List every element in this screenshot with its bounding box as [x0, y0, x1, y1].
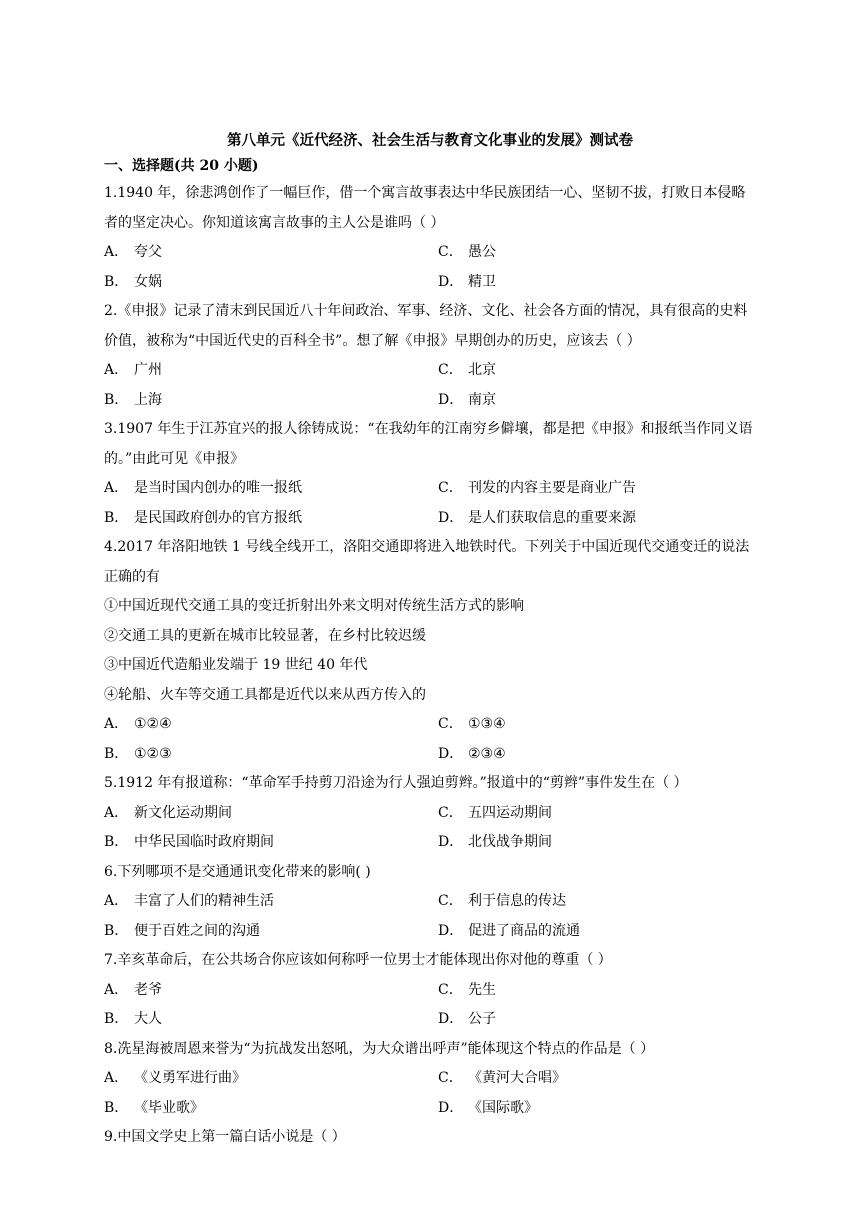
option-letter: B． [104, 834, 129, 850]
question-9 [104, 1123, 756, 1153]
option-letter: B． [104, 745, 129, 762]
option-letter: C． [438, 362, 463, 378]
option-text: 先生 [468, 981, 496, 998]
option-text: 是当时国内创办的唯一报纸 [134, 480, 302, 496]
option-letter: D． [438, 391, 464, 408]
answer-option[interactable] [104, 268, 438, 298]
option-text: 《黄河大合唱》 [468, 1070, 566, 1086]
answer-option[interactable] [438, 917, 756, 947]
answer-option[interactable] [438, 887, 756, 917]
option-letter: C． [438, 1070, 463, 1086]
option-letter: A． [104, 244, 129, 260]
section-heading: 一、选择题(共 20 小题) [104, 158, 259, 174]
option-letter: C． [438, 244, 463, 260]
answer-option[interactable] [438, 238, 756, 268]
answer-option[interactable] [104, 474, 438, 504]
option-letter: A． [104, 362, 129, 378]
option-letter: D． [438, 922, 464, 939]
question-stem: 4.2017 年洛阳地铁 1 号线全线开工，洛阳交通即将进入地铁时代。下列关于中国近现代交通变迁的说法正确的有 [104, 539, 750, 585]
option-letter: A． [104, 804, 129, 821]
question-list [104, 179, 756, 1153]
answer-option[interactable] [438, 976, 756, 1006]
option-text: 促进了商品的流通 [468, 922, 580, 939]
option-text: 中华民国临时政府期间 [134, 834, 274, 850]
option-text: 利于信息的传达 [468, 893, 566, 909]
option-letter: B． [104, 922, 129, 939]
option-grid [104, 887, 756, 946]
answer-option[interactable] [438, 799, 756, 829]
option-letter: A． [104, 893, 129, 909]
option-grid [104, 356, 756, 415]
question-statement: ①中国近现代交通工具的变迁折射出外来文明对传统生活方式的影响 [104, 598, 524, 614]
option-letter: A． [104, 716, 129, 732]
question-stem: 3.1907 年生于江苏宜兴的报人徐铸成说：“在我幼年的江南穷乡僻壤，都是把《申报》和报纸当作同义语的。”由此可见《申报》 [104, 421, 753, 467]
option-grid [104, 1064, 756, 1123]
option-text: 北伐战争期间 [468, 834, 552, 850]
question-1 [104, 179, 756, 297]
question-3 [104, 415, 756, 533]
option-text: 《国际歌》 [468, 1099, 538, 1116]
answer-option[interactable] [438, 386, 756, 416]
option-text: 《毕业歌》 [134, 1099, 204, 1116]
option-letter: A． [104, 480, 129, 496]
option-text: 精卫 [468, 273, 496, 290]
answer-option[interactable] [104, 504, 438, 534]
question-6 [104, 858, 756, 947]
option-grid [104, 799, 756, 858]
option-letter: A． [104, 981, 129, 998]
option-letter: D． [438, 834, 464, 850]
question-stem: 6.下列哪项不是交通通讯变化带来的影响( ) [104, 863, 371, 880]
option-text: ①②③ [134, 745, 172, 762]
question-5 [104, 769, 756, 858]
option-text: 刊发的内容主要是商业广告 [468, 480, 636, 496]
answer-option[interactable] [438, 1005, 756, 1035]
option-text: 新文化运动期间 [134, 804, 232, 821]
option-text: 《义勇军进行曲》 [134, 1070, 246, 1086]
answer-option[interactable] [438, 740, 756, 770]
option-text: 丰富了人们的精神生活 [134, 893, 274, 909]
question-8 [104, 1035, 756, 1124]
question-statement: ④轮船、火车等交通工具都是近代以来从西方传入的 [104, 686, 426, 703]
option-letter: D． [438, 1099, 464, 1116]
answer-option[interactable] [104, 887, 438, 917]
question-2 [104, 297, 756, 415]
option-text: 广州 [134, 362, 162, 378]
question-statement: ③中国近代造船业发端于 19 世纪 40 年代 [104, 657, 368, 673]
option-text: 女娲 [134, 273, 162, 290]
option-letter: D． [438, 509, 464, 526]
answer-option[interactable] [104, 799, 438, 829]
answer-option[interactable] [438, 710, 756, 740]
answer-option[interactable] [104, 238, 438, 268]
option-letter: B． [104, 509, 129, 526]
answer-option[interactable] [104, 976, 438, 1006]
option-text: 愚公 [468, 244, 496, 260]
question-stem: 7.辛亥革命后，在公共场合你应该如何称呼一位男士才能体现出你对他的尊重（ ） [104, 952, 612, 968]
answer-option[interactable] [438, 356, 756, 386]
question-statement: ②交通工具的更新在城市比较显著，在乡村比较迟缓 [104, 627, 426, 644]
answer-option[interactable] [104, 1064, 438, 1094]
answer-option[interactable] [438, 474, 756, 504]
option-letter: C． [438, 804, 463, 821]
option-text: ①③④ [468, 716, 506, 732]
question-7 [104, 946, 756, 1035]
answer-option[interactable] [104, 917, 438, 947]
question-stem: 2.《申报》记录了清末到民国近八十年间政治、军事、经济、文化、社会各方面的情况，具有很高的史料价值，被称为“中国近代史的百科全书”。想了解《申报》早期创办的历史，应该去（ ） [104, 303, 748, 349]
option-letter: B． [104, 1099, 129, 1116]
question-4 [104, 533, 756, 769]
option-text: ①②④ [134, 716, 172, 732]
option-text: 夸父 [134, 244, 162, 260]
option-letter: B． [104, 391, 129, 408]
option-letter: B． [104, 1011, 129, 1027]
option-grid [104, 238, 756, 297]
option-text: 便于百姓之间的沟通 [134, 922, 260, 939]
answer-option[interactable] [104, 740, 438, 770]
answer-option[interactable] [104, 1094, 438, 1124]
option-letter: C． [438, 716, 463, 732]
option-text: 大人 [134, 1011, 162, 1027]
answer-option[interactable] [104, 710, 438, 740]
option-text: ②③④ [468, 745, 506, 762]
answer-option[interactable] [438, 1064, 756, 1094]
answer-option[interactable] [104, 386, 438, 416]
question-stem: 9.中国文学史上第一篇白话小说是（ ） [104, 1129, 346, 1145]
answer-option[interactable] [104, 1005, 438, 1035]
option-letter: D． [438, 273, 464, 290]
option-letter: A． [104, 1070, 129, 1086]
answer-option[interactable] [438, 828, 756, 858]
option-text: 公子 [468, 1011, 496, 1027]
exam-page [104, 129, 756, 1153]
answer-option[interactable] [438, 504, 756, 534]
option-letter: C． [438, 480, 463, 496]
question-stem: 5.1912 年有报道称：“革命军手持剪刀沿途为行人强迫剪辫。”报道中的“剪辫”事件发生在（ ） [104, 775, 688, 791]
exam-title: 第八单元《近代经济、社会生活与教育文化事业的发展》测试卷 [227, 132, 633, 149]
option-text: 老爷 [134, 981, 162, 998]
answer-option[interactable] [438, 1094, 756, 1124]
option-text: 南京 [468, 391, 496, 408]
option-grid [104, 976, 756, 1035]
option-text: 是民国政府创办的官方报纸 [134, 509, 302, 526]
question-stem: 8.冼星海被周恩来誉为“为抗战发出怒吼，为大众谱出呼声”能体现这个特点的作品是（ ） [104, 1040, 655, 1057]
option-text: 北京 [468, 362, 496, 378]
option-grid [104, 710, 756, 769]
option-letter: D． [438, 745, 464, 762]
option-text: 上海 [134, 391, 162, 408]
answer-option[interactable] [104, 356, 438, 386]
option-letter: C． [438, 981, 463, 998]
option-text: 五四运动期间 [468, 804, 552, 821]
answer-option[interactable] [438, 268, 756, 298]
option-letter: D． [438, 1011, 464, 1027]
option-grid [104, 474, 756, 533]
option-text: 是人们获取信息的重要来源 [468, 509, 636, 526]
option-letter: C． [438, 893, 463, 909]
question-stem: 1.1940 年，徐悲鸿创作了一幅巨作，借一个寓言故事表达中华民族团结一心、坚韧不拔，打败日本侵略者的坚定决心。你知道该寓言故事的主人公是谁吗（ ） [104, 185, 746, 231]
answer-option[interactable] [104, 828, 438, 858]
option-letter: B． [104, 273, 129, 290]
